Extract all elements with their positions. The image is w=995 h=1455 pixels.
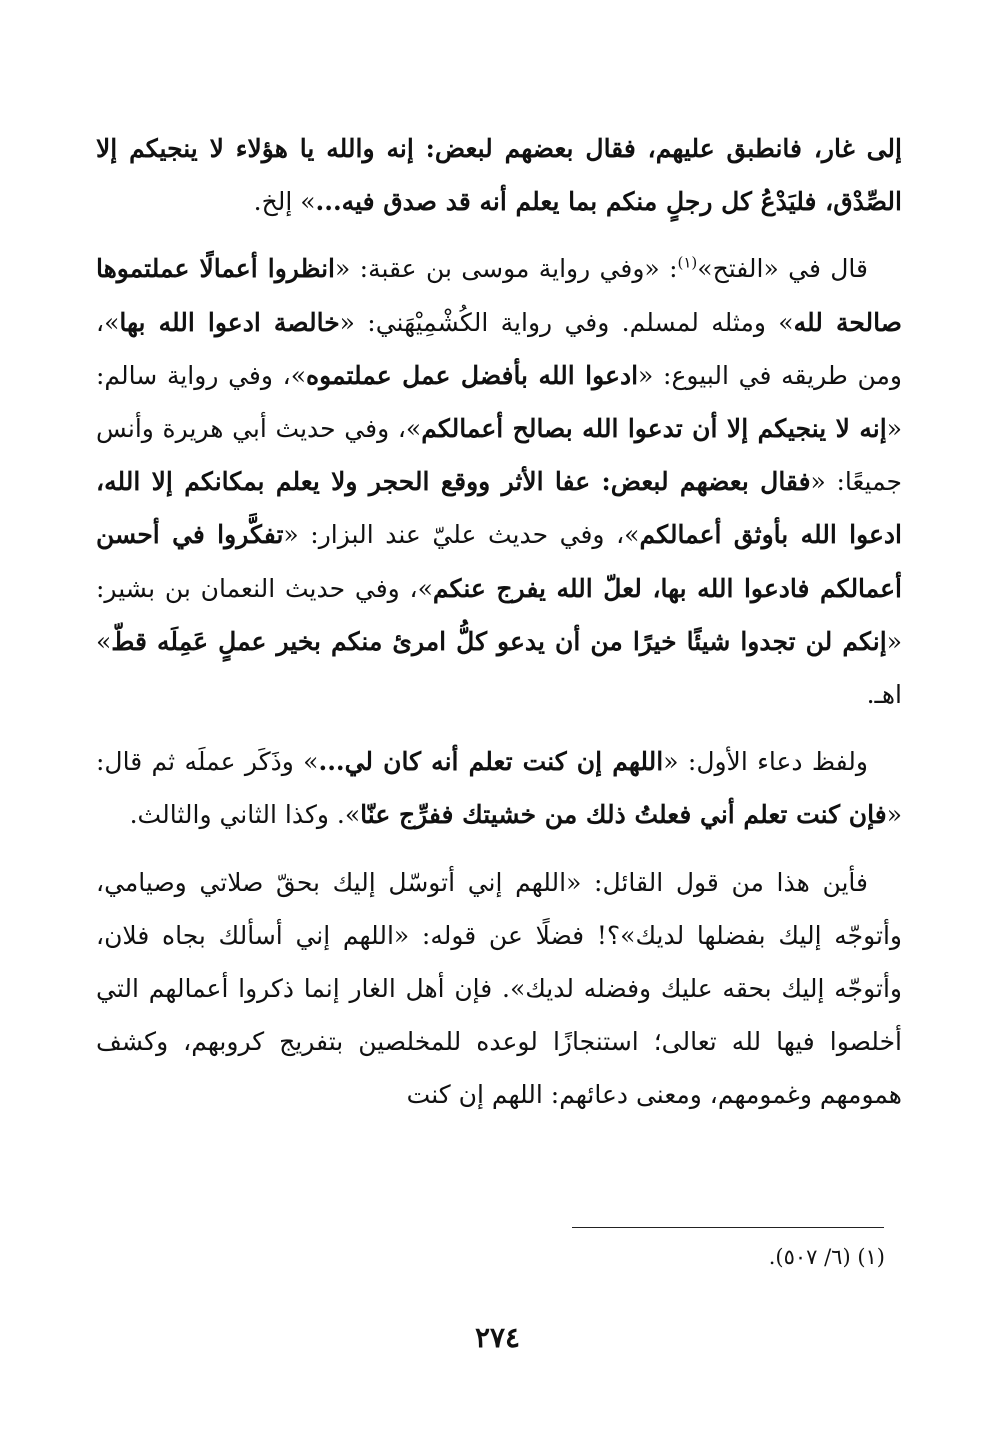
text: »، وفي حديث عليّ عند البزار: « [283,520,640,550]
footnote-reference: (١) [677,254,698,273]
bold-text: إلى غار، فانطبق عليهم، فقال بعضهم لبعض: إنه والله يا هؤلاء لا ينجيكم إلا الصِّدْق، فليَدْعُ كل رجلٍ منكم بما يعلم أنه قد صدق فيه... [96,134,902,217]
bold-text: إنه لا ينجيكم إلا أن تدعوا الله بصالح أعمالكم [421,414,887,444]
text: »، ومن طريقه في البيوع: « [96,307,902,390]
bold-text: إنكم لن تجدوا شيئًا خيرًا من أن يدعو كلُّ امرئ منكم بخير عملٍ عَمِلَه قطّ [111,626,887,656]
bold-text: فقال بعضهم لبعض: عفا الأثر ووقع الحجر ولا يعلم بمكانكم إلا الله، ادعوا الله بأوثق أعمالكم [96,467,903,550]
bold-text: اللهم إن كنت تعلم أنه كان لي... [318,747,664,777]
text: » وذَكَر عملَه ثم قال: « [96,747,902,830]
paragraph-3 [96,735,902,841]
paragraph-2 [96,242,902,721]
text: »، وفي رواية سالم: « [96,360,902,444]
text: »، وفي حديث النعمان بن بشير: « [96,573,902,656]
footnote-separator [572,1227,884,1228]
text: ولفظ دعاء الأول: « [663,747,868,777]
text: ». وكذا الثاني والثالث. [129,800,361,830]
page-number: ٢٧٤ [474,1321,521,1354]
text: » ومثله لمسلم. وفي رواية الكُشْمِيْهَني: « [339,307,794,337]
text: »، وفي حديث أبي هريرة وأنس جميعًا: « [96,414,903,497]
bold-text: فإن كنت تعلم أني فعلتُ ذلك من خشيتك ففرِّج عنّا [360,800,887,830]
text: » اهـ. [96,626,902,710]
bold-text: تفكَّروا في أحسن أعمالكم فادعوا الله بها، لعلّ الله يفرج عنكم [96,520,902,603]
bold-text: انظروا أعمالًا عملتموها صالحة لله [96,254,902,337]
text: قال في «الفتح» [697,254,868,284]
text: » إلخ. [253,187,316,217]
paragraph-1 [96,122,902,228]
bold-text: خالصة ادعوا الله بها [119,307,340,337]
bold-text: ادعوا الله بأفضل عمل عملتموه [306,360,639,390]
footnote: (١) (٦/ ٥٠٧). [768,1245,885,1269]
paragraph-4 [96,856,902,1122]
text: فأين هذا من قول القائل: «اللهم إني أتوسّل إليك بحقّ صلاتي وصيامي، وأتوجّه إليك بفضلها لديك»؟! فضلًا عن قوله: «اللهم إني أسألك بجاه فلان، وأتوجّه إليك بحقه عليك وفضله لديك». فإن أهل الغار إنما ذكروا أعمالهم التي أخلصوا فيها لله تعالى؛ استنجازًا لوعده للمخلصين بتفريج كروبهم، وكشف همومهم وغمومهم، ومعنى دعائهم: اللهم إن كنت [96,867,902,1110]
text: : «وفي رواية موسى بن عقبة: « [335,254,678,284]
page-body [96,122,902,1122]
